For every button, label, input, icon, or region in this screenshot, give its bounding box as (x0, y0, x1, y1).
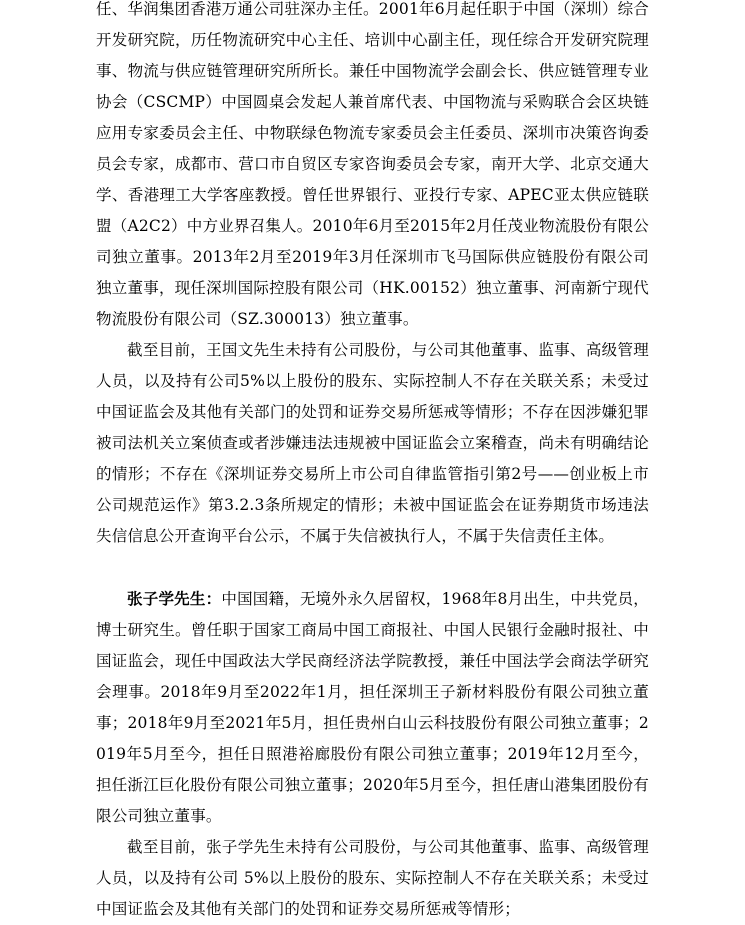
paragraph-wang-statement: 截至目前，王国文先生未持有公司股份，与公司其他董事、监事、高级管理人员，以及持有公司5%以上股份的股东、实际控制人不存在关联关系；未受过中国证监会及其他有关部门的处罚和证券交易所惩戒等情形；不存在因涉嫌犯罪被司法机关立案侦查或者涉嫌违法违规被中国证监会立案稽查，尚未有明确结论的情形；不存在《深圳证券交易所上市公司自律监管指引第2号——创业板上市公司规范运作》第3.2.3条所规定的情形；未被中国证监会在证券期货市场违法失信信息公开查询平台公示，不属于失信被执行人，不属于失信责任主体。 (96, 341, 649, 545)
section-spacer (96, 552, 649, 583)
person-name-zhang: 张子学先生： (127, 589, 222, 608)
paragraph-zhang-bio-text: 中国国籍，无境外永久居留权，1968年8月出生，中共党员，博士研究生。曾任职于国家工商局中国工商报社、中国人民银行金融时报社、中国证监会，现任中国政法大学民商经济法学院教授，兼任中国法学会商法学研究会理事。2018年9月至2022年1月，担任深圳王子新材料股份有限公司独立董事；2018年9月至2021年5月，担任贵州白山云科技股份有限公司独立董事；2019年5月至今，担任日照港裕廊股份有限公司独立董事；2019年12月至今，担任浙江巨化股份有限公司独立董事；2020年5月至今，担任唐山港集团股份有限公司独立董事。 (96, 590, 649, 825)
document-page (96, 0, 649, 925)
paragraph-zhang-statement: 截至目前，张子学先生未持有公司股份，与公司其他董事、监事、高级管理人员，以及持有公司 5%以上股份的股东、实际控制人不存在关联关系；未受过中国证监会及其他有关部门的处罚和证券交易所惩戒等情形； (96, 838, 649, 918)
paragraph-zhang-bio (96, 583, 649, 832)
paragraph-wang-bio-continued: 任、华润集团香港万通公司驻深办主任。2001年6月起任职于中国（深圳）综合开发研究院，历任物流研究中心主任、培训中心副主任，现任综合开发研究院理事、物流与供应链管理研究所所长。兼任中国物流学会副会长、供应链管理专业协会（CSCMP）中国圆桌会发起人兼首席代表、中国物流与采购联合会区块链应用专家委员会主任、中物联绿色物流专家委员会主任委员、深圳市决策咨询委员会专家，成都市、营口市自贸区专家咨询委员会专家，南开大学、北京交通大学、香港理工大学客座教授。曾任世界银行、亚投行专家、APEC亚太供应链联盟（A2C2）中方业界召集人。2010年6月至2015年2月任茂业物流股份有限公司独立董事。2013年2月至2019年3月任深圳市飞马国际供应链股份有限公司独立董事，现任深圳国际控股有限公司（HK.00152）独立董事、河南新宁现代物流股份有限公司（SZ.300013）独立董事。 (96, 0, 649, 328)
